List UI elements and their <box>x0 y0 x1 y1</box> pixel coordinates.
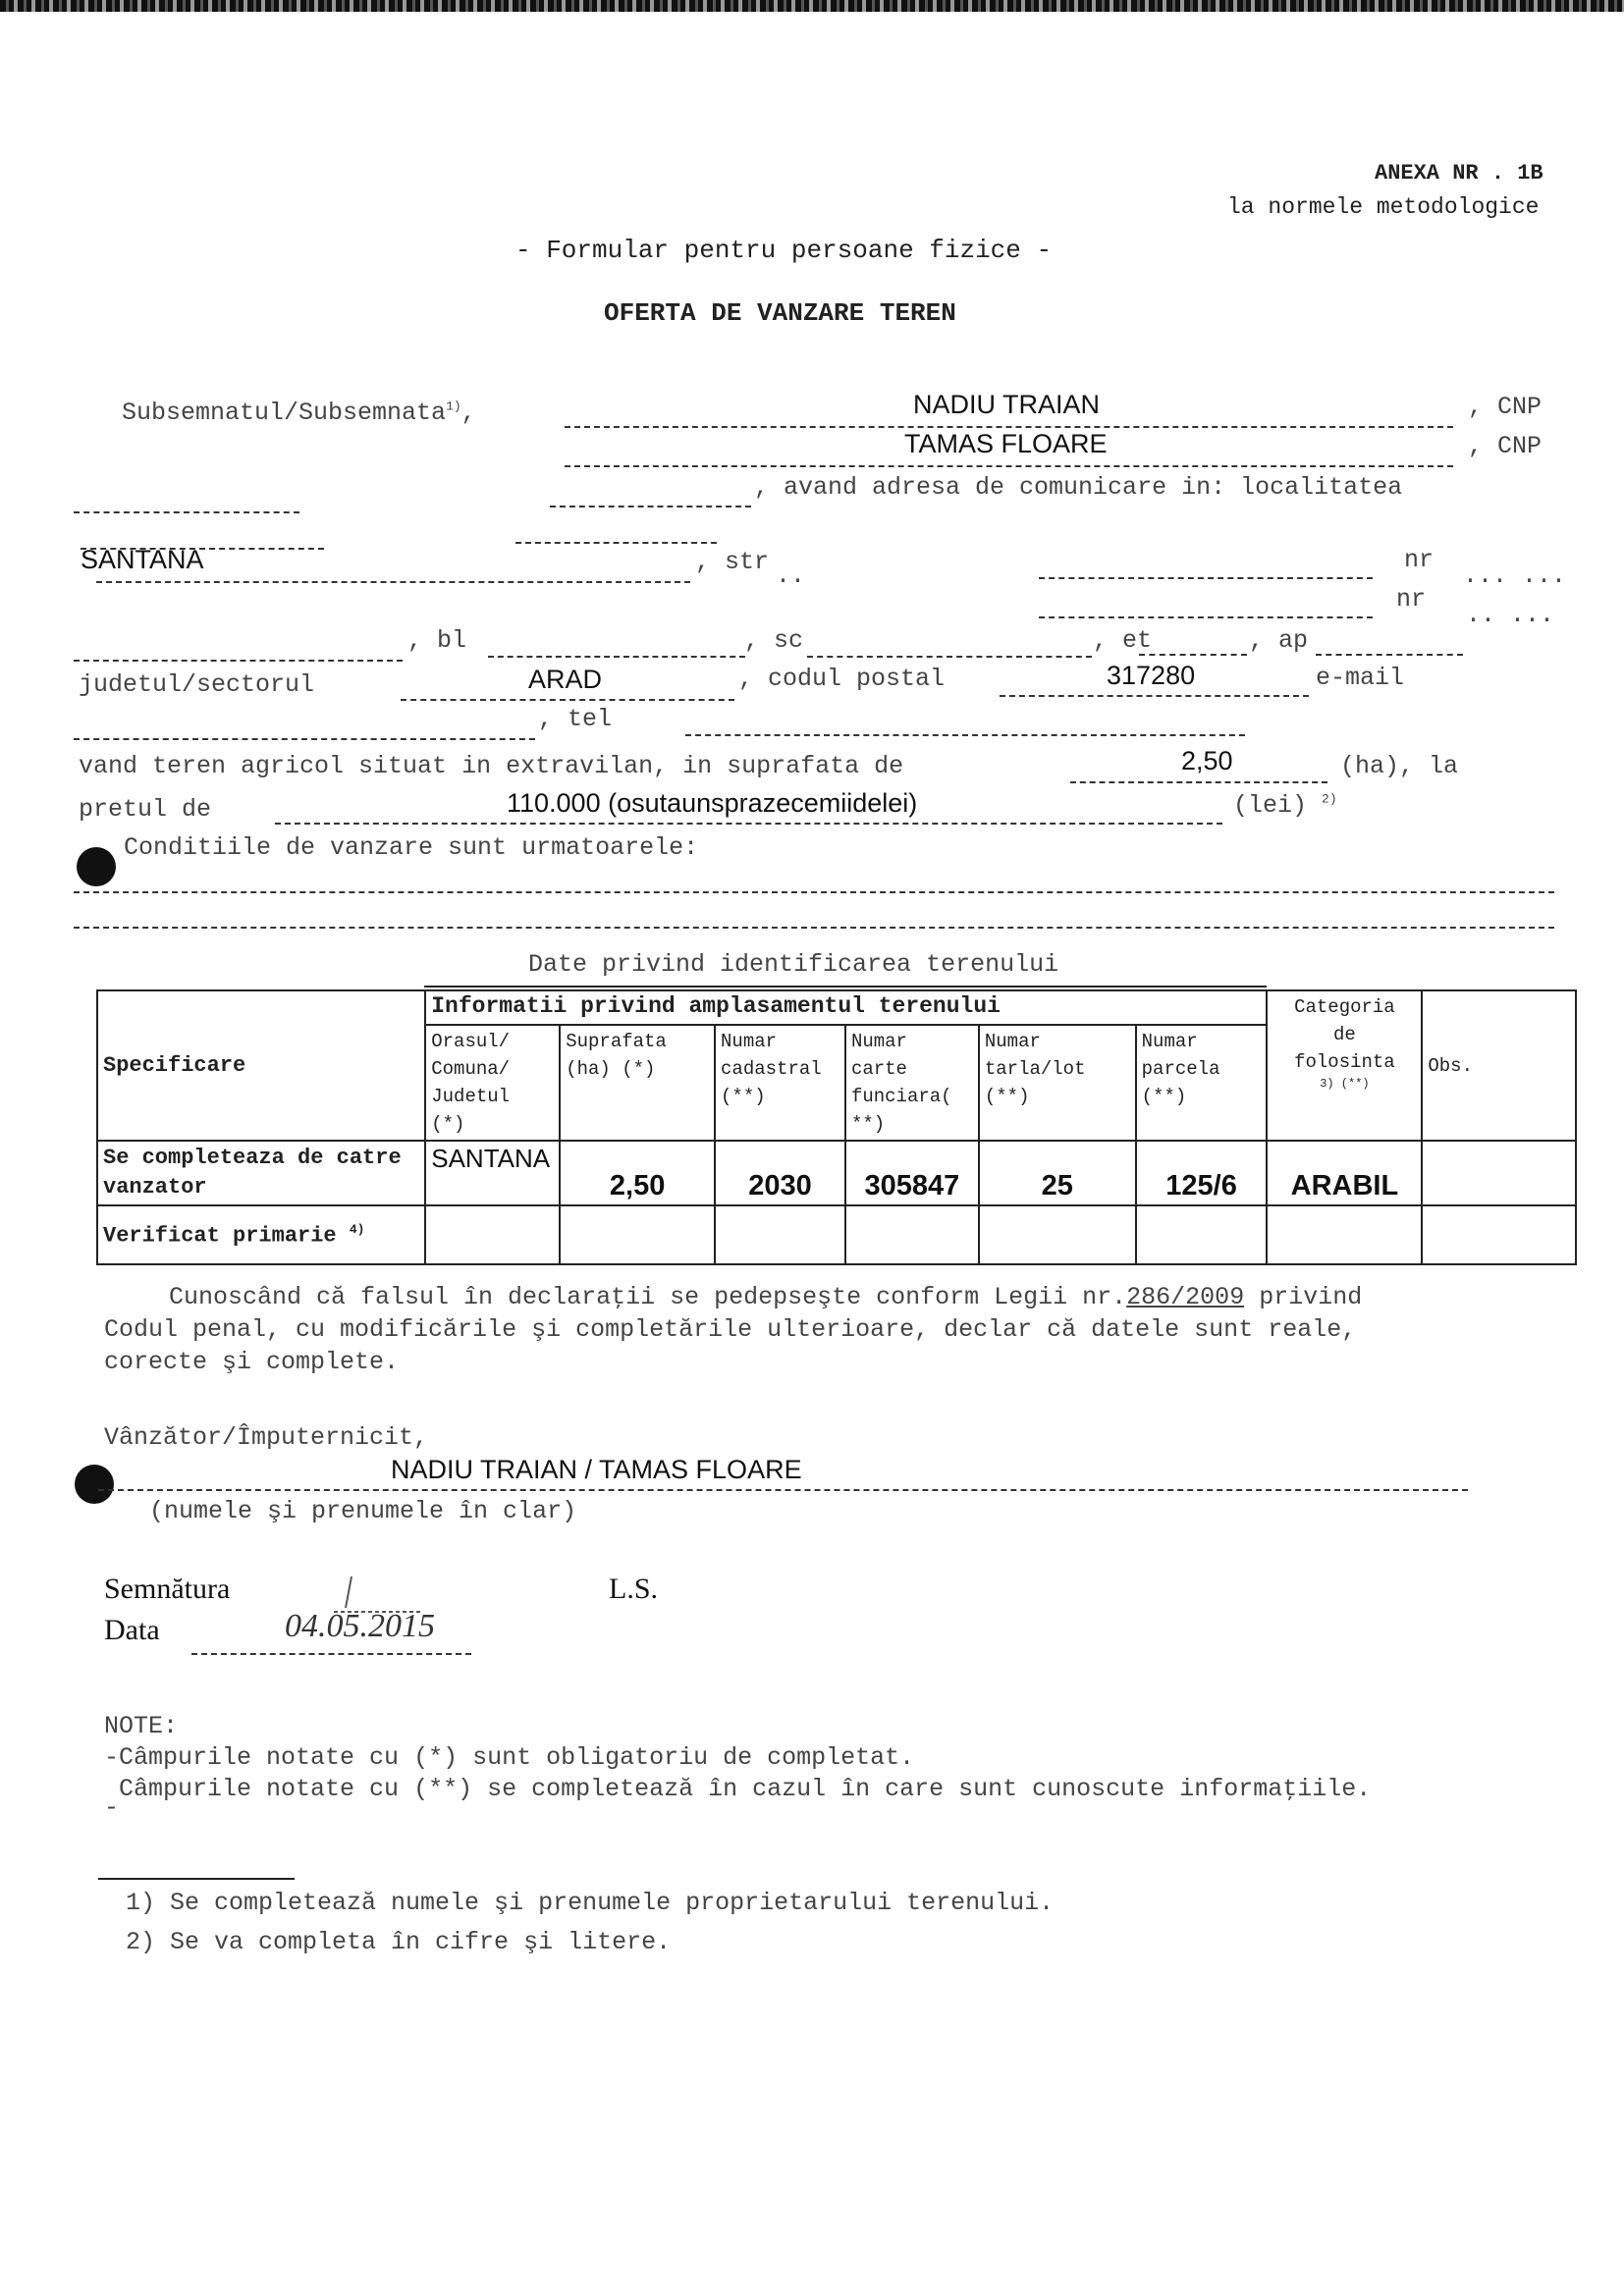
row2-cell <box>1136 1205 1268 1264</box>
conditii-line-1 <box>74 891 1554 893</box>
nr-label-2: nr <box>1396 585 1427 614</box>
ls-label: L.S. <box>609 1573 659 1605</box>
pret-value: 110.000 (osutaunsprazecemiidelei) <box>507 788 918 818</box>
row1-suprafata: 2,50 <box>560 1141 715 1205</box>
str-line-2 <box>1039 616 1373 618</box>
row2-cell <box>979 1205 1136 1264</box>
signer-names: NADIU TRAIAN / TAMAS FLOARE <box>391 1455 802 1484</box>
pret-line <box>275 823 1222 825</box>
col-orasul: Orasul/ Comuna/ Judetul (*) <box>425 1025 560 1141</box>
bl-label: , bl <box>407 626 467 655</box>
email-label: e-mail <box>1316 664 1405 692</box>
suprafata-line <box>1070 781 1327 783</box>
form-subtitle: - Formular pentru persoane fizice - <box>515 236 1053 265</box>
row1-categoria: ARABIL <box>1267 1141 1422 1205</box>
judet-value: ARAD <box>528 665 603 694</box>
tel-line <box>685 734 1245 736</box>
row2-label: Verificat primarie $^{4)}$ <box>97 1205 425 1264</box>
names-line <box>98 1489 1468 1491</box>
nr-dots-1: ... ... <box>1463 561 1567 590</box>
seller2-line <box>565 465 1453 467</box>
row2-cell <box>1422 1205 1576 1264</box>
bullet-dot-2 <box>75 1465 114 1504</box>
conditii-label: Conditiile de vanzare sunt urmatoarele: <box>124 833 699 862</box>
col-cadastral: Numar cadastral (**) <box>715 1025 845 1141</box>
row1-carte: 305847 <box>845 1141 979 1205</box>
bl-line <box>488 656 745 658</box>
clar-label: (numele şi prenumele în clar) <box>149 1497 577 1525</box>
row2-cell <box>715 1205 845 1264</box>
row1-label: Se completeaza de catre vanzator <box>97 1141 425 1205</box>
bullet-dot-1 <box>77 847 116 886</box>
caption-rule <box>424 986 1267 988</box>
ha-label: (ha), la <box>1340 752 1459 780</box>
seller1-line <box>565 426 1453 428</box>
cod-label: , codul postal <box>738 665 946 693</box>
subsemnatul-label: Subsemnatul/Subsemnata$^{1)}$, <box>122 399 476 427</box>
conditii-line-2 <box>74 927 1554 929</box>
declaration-line-1: Cunoscând că falsul în declaraţii se pedepseşte conform Legii nr.286/2009 privind <box>169 1283 1363 1311</box>
col-specificare: Specificare <box>97 990 425 1141</box>
email-line <box>74 738 535 740</box>
footnote-rule <box>98 1878 295 1880</box>
nr-label-1: nr <box>1404 546 1435 574</box>
data-value: 04.05.2015 <box>285 1608 435 1644</box>
seller1-value: NADIU TRAIAN <box>913 390 1101 419</box>
footnote-1: 1) Se completează numele şi prenumele proprietarului terenului. <box>126 1889 1055 1917</box>
note-1: -Câmpurile notate cu (*) sunt obligatoriu de completat. <box>104 1743 915 1772</box>
notes-title: NOTE: <box>104 1712 179 1740</box>
note-2-dash: - <box>104 1793 120 1822</box>
tel-label: , tel <box>538 705 613 733</box>
et-line <box>1139 654 1247 656</box>
col-parcela: Numar parcela (**) <box>1136 1025 1268 1141</box>
row1-orasul: SANTANA <box>425 1141 560 1205</box>
sc-label: , sc <box>744 626 804 655</box>
row2-cell <box>845 1205 979 1264</box>
ap-line <box>1316 654 1463 656</box>
str-dots: .. <box>776 561 806 590</box>
suprafata-value: 2,50 <box>1181 746 1233 775</box>
anexa-label: ANEXA NR . 1B <box>1375 161 1543 186</box>
col-obs: Obs. <box>1422 990 1576 1141</box>
col-categoria: Categoria de folosinta 3) (**) <box>1267 990 1422 1141</box>
data-line <box>191 1653 471 1655</box>
note-2: Câmpurile notate cu (**) se completează în cazul în care sunt cunoscute informaţiile. <box>119 1775 1372 1803</box>
localitate-overline <box>81 548 324 550</box>
row1-obs <box>1422 1141 1576 1205</box>
form-title: OFERTA DE VANZARE TEREN <box>604 298 956 328</box>
nr-dots-2: .. ... <box>1466 601 1555 629</box>
declaration-line-2: Codul penal, cu modificările şi completările ulterioare, declar că datele sunt reale, <box>104 1315 1357 1344</box>
data-label: Data <box>104 1614 160 1646</box>
row1-tarla: 25 <box>979 1141 1136 1205</box>
table-row <box>97 1141 1576 1205</box>
row2-cell <box>1267 1205 1422 1264</box>
norme-label: la normele metodologice <box>1227 194 1540 220</box>
col-carte: Numar carte funciara( **) <box>845 1025 979 1141</box>
cnp-label-1: , CNP <box>1468 393 1543 421</box>
scan-edge <box>0 0 1624 12</box>
pret-label: pretul de <box>79 795 212 824</box>
vanzator-label: Vânzător/Împuternicit, <box>104 1423 429 1452</box>
address-label: , avand adresa de comunicare in: localitatea <box>754 473 1403 502</box>
identification-table <box>96 989 1577 1265</box>
row2-cell <box>425 1205 560 1264</box>
str-line <box>1039 577 1373 579</box>
sc-line <box>807 656 1092 658</box>
col-suprafata: Suprafata (ha) (*) <box>560 1025 715 1141</box>
vand-label: vand teren agricol situat in extravilan, in suprafata de <box>79 752 904 780</box>
lei-label: (lei) $^{2)}$ <box>1233 791 1337 820</box>
judet-label: judetul/sectorul <box>79 670 315 699</box>
row1-cadastral: 2030 <box>715 1141 845 1205</box>
table-caption: Date privind identificarea terenului <box>528 950 1059 979</box>
cnp-fill-line-1 <box>74 511 299 513</box>
bl-prefix-line <box>74 660 403 662</box>
semnatura-label: Semnătura <box>104 1573 231 1605</box>
localitate-line-2 <box>515 542 717 544</box>
lege-number: 286/2009 <box>1126 1283 1245 1311</box>
row1-parcela: 125/6 <box>1136 1141 1268 1205</box>
cod-line <box>1000 695 1309 697</box>
cod-value: 317280 <box>1107 661 1196 690</box>
judet-line <box>401 699 734 701</box>
str-label: , str <box>695 548 770 576</box>
footnote-2: 2) Se va completa în cifre şi litere. <box>126 1928 672 1956</box>
seller2-value: TAMAS FLOARE <box>904 429 1108 458</box>
cnp-fill-line-2 <box>550 506 751 507</box>
declaration-line-3: corecte şi complete. <box>104 1348 400 1376</box>
row2-cell <box>560 1205 715 1264</box>
cnp-label-2: , CNP <box>1468 432 1543 460</box>
ap-label: , ap <box>1249 626 1309 655</box>
localitate-value: SANTANA <box>81 545 204 574</box>
et-label: , et <box>1093 626 1153 655</box>
localitate-line <box>96 581 690 583</box>
col-tarla: Numar tarla/lot (**) <box>979 1025 1136 1141</box>
table-row <box>97 1205 1576 1264</box>
group-header: Informatii privind amplasamentul terenului <box>425 990 1267 1025</box>
